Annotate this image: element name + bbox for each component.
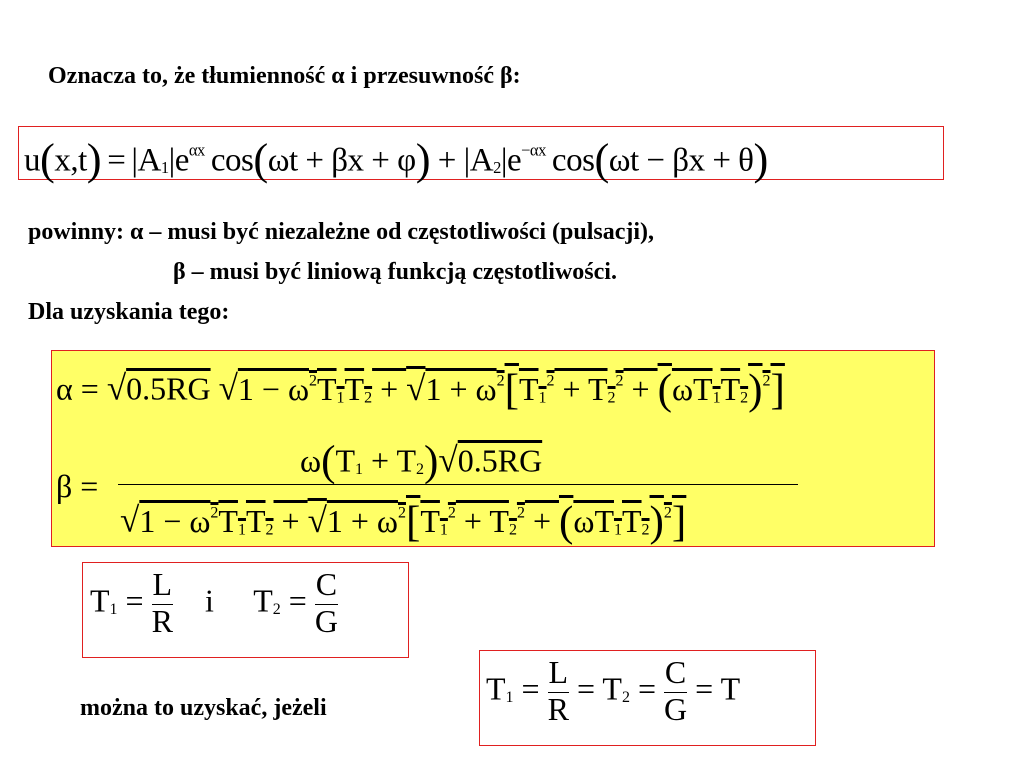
condition-text: można to uzyskać, jeżeli [80, 695, 327, 721]
beta-numerator: $\omega(T_1 + T_2)√0.5RG$ [300, 438, 543, 485]
beta-fraction-bar [118, 484, 798, 485]
requirement-line-1: powinny: α – musi być niezależne od częstotliwości (pulsacji), [28, 219, 655, 245]
time-constants-equation: $T_1$ = $\frac{L}{R}$ i $T_2$ = $\frac{C}{G}$ [90, 566, 338, 639]
intro-text: Oznacza to, że tłumienność α i przesuwność β: [48, 63, 521, 89]
requirement-line-3: Dla uzyskania tego: [28, 299, 230, 325]
beta-denominator: $√1 - \omega^2T_1T_2 + √1 + \omega^2[T_1^2 + T_2^2 + (\omega T_1T_2)^2]$ [120, 498, 687, 545]
alpha-equation: α = √0.5RG $√1 - \omega^2T_1T_2 + √1 + \omega^2[T_1^2 + T_2^2 + (\omega T_1T_2)^2]$ [56, 366, 785, 413]
requirement-line-2: β – musi być liniową funkcją częstotliwości. [173, 259, 617, 285]
condition-equation: $T_1$ = $\frac{L}{R}$ = $T_2$ = $\frac{C}{G}$ = T [486, 654, 741, 727]
main-equation: $u(x,t) = |A_1|e^{\alpha x}$ $\cos(\omega t + \beta x + \varphi) + |A_2|e^{-\alpha x}$ cos(ωt − βx + θ) [24, 134, 768, 184]
beta-label: β = [56, 468, 99, 504]
connector-i: i [204, 582, 214, 619]
